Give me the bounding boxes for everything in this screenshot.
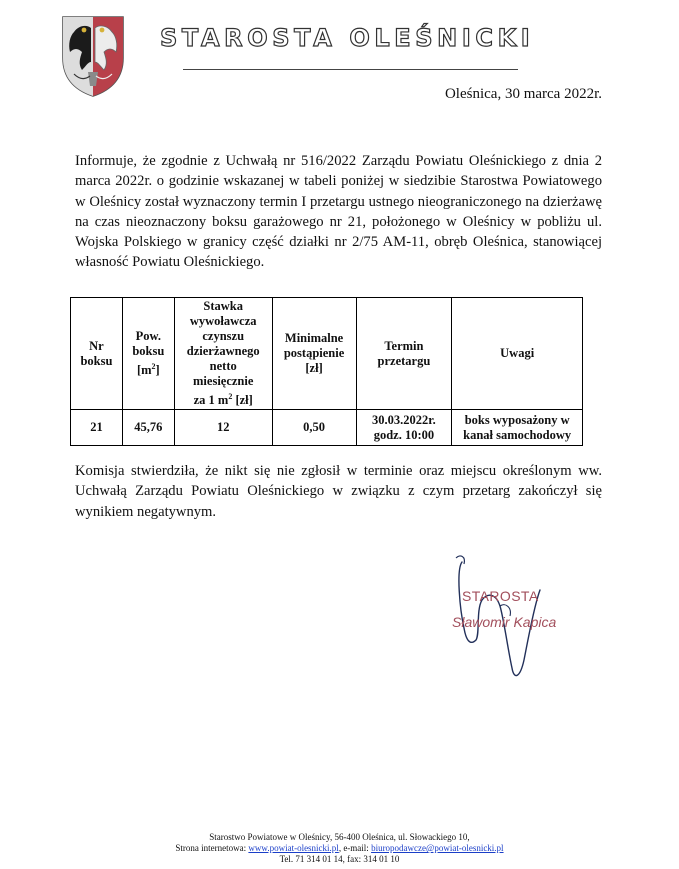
- footer-address: Starostwo Powiatowe w Oleśnicy, 56-400 Oleśnica, ul. Słowackiego 10,: [209, 832, 470, 842]
- header-uwagi: Uwagi: [452, 298, 583, 410]
- website-link[interactable]: www.powiat-olesnicki.pl: [248, 843, 339, 854]
- footer: [0, 832, 679, 866]
- coat-of-arms-icon: [60, 14, 126, 98]
- cell-uwagi: boks wyposażony w kanał samochodowy: [452, 410, 583, 446]
- tender-table: [70, 297, 583, 446]
- header-termin-przetargu: Termin przetargu: [356, 298, 452, 410]
- header-stawka: Stawka wywoławcza czynszu dzierżawnego netto miesięcznie za 1 $m^2$ [zł]: [174, 298, 272, 410]
- header-pow-boksu: Pow. boksu $[m^2]$: [122, 298, 174, 410]
- table-row: [71, 410, 583, 446]
- footer-phone: Tel. 71 314 01 14, fax: 314 01 10: [279, 854, 400, 865]
- title-divider: [183, 69, 518, 70]
- email-link[interactable]: biuropodawcze@powiat-olesnicki.pl: [371, 843, 504, 854]
- header-nr-boksu: Nr boksu: [71, 298, 123, 410]
- cell-pow: 45,76: [122, 410, 174, 446]
- letterhead-title: STAROSTA OLEŚNICKI: [160, 24, 535, 52]
- footer-contact: Strona internetowa: www.powiat-olesnicki.pl, e-mail: biuropodawcze@powiat-olesnicki.pl: [175, 843, 504, 854]
- cell-min: 0,50: [272, 410, 356, 446]
- cell-nr: 21: [71, 410, 123, 446]
- result-paragraph: Komisja stwierdziła, że nikt się nie zgłosił w terminie oraz miejscu określonym ww. Uchwałą Zarządu Powiatu Oleśnickiego w związku z czym przetarg zakończył się wynikiem negatywnym.: [75, 463, 602, 520]
- stamp-title: STAROSTA: [462, 588, 539, 604]
- header-minimalne-postapienie: Minimalne postąpienie [zł]: [272, 298, 356, 410]
- cell-termin: 30.03.2022r. godz. 10:00: [356, 410, 452, 446]
- cell-stawka: 12: [174, 410, 272, 446]
- stamp-name: Sławomir Kapica: [452, 614, 557, 630]
- table-header-row: [71, 298, 583, 410]
- place-and-date: Oleśnica, 30 marca 2022r.: [444, 86, 602, 102]
- intro-paragraph: Informuje, że zgodnie z Uchwałą nr 516/2022 Zarządu Powiatu Oleśnickiego z dnia 2 marca 2022r. o godzinie wskazanej w tabeli poniżej w siedzibie Starostwa Powiatowego w Oleśnicy został wyznaczony termin I przetargu ustnego nieograniczonego na dzierżawę na czas nieoznaczony boksu garażowego nr 21, położonego w Oleśnicy w pobliżu ul. Wojska Polskiego w granicy część działki nr 2/75 AM-11, obręb Oleśnica, stanowiącej własność Powiatu Oleśnickiego.: [75, 153, 602, 271]
